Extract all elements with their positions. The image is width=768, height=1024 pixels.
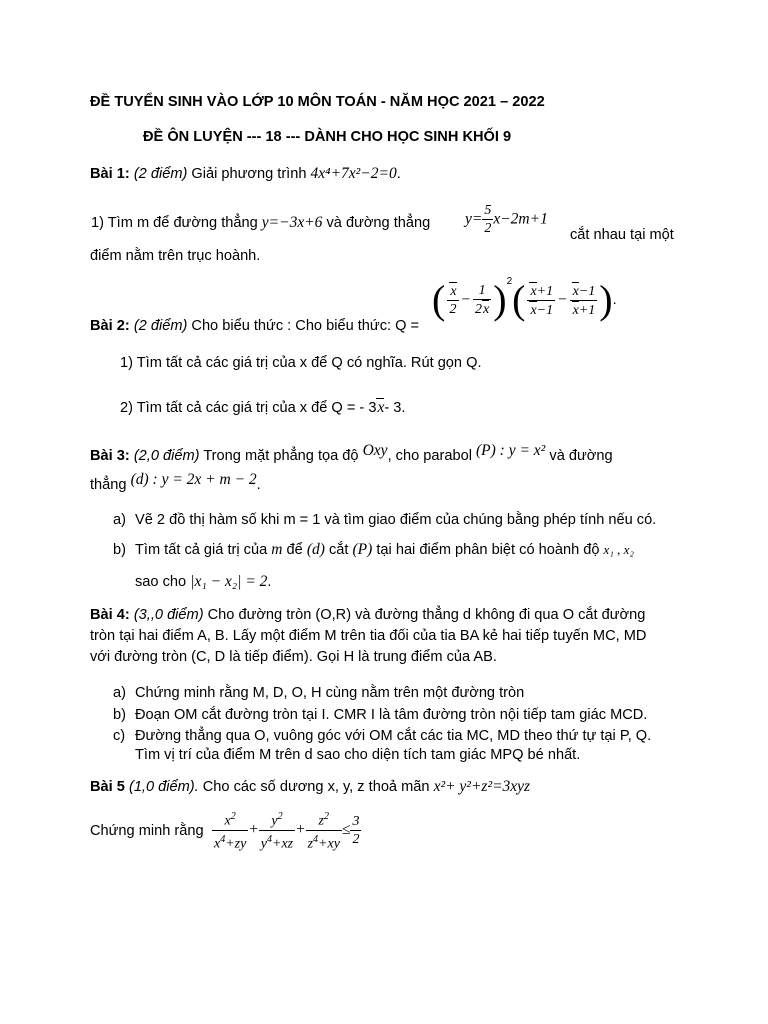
bai1-q1-text-a: 1) Tìm m để đường thẳng <box>91 215 258 231</box>
bai3-b-text-c: cắt <box>328 542 349 558</box>
bai1-line: Bài 1: (2 điểm) Giải phương trình 4x⁴+7x²−2=0. <box>90 165 401 182</box>
bai3-line-d: (d) : y = 2x + m − 2 <box>130 471 257 488</box>
eq-rest: x−2m+1 <box>493 210 548 228</box>
bai3-b-cond: |x₁ − x₂| = 2 <box>190 573 268 590</box>
title-line-2: ĐỀ ÔN LUYỆN --- 18 --- DÀNH CHO HỌC SINH KHỐI 9 <box>143 129 512 145</box>
bai5-label: Bài 5 <box>90 779 125 795</box>
bai3-line2: thẳng (d) : y = 2x + m − 2. <box>90 471 261 493</box>
bai3-text-b: , cho parabol <box>387 448 472 464</box>
bai4-label: Bài 4: <box>90 607 130 623</box>
bai1-q1-text-c: cắt nhau tại một <box>570 227 674 243</box>
frac-den: 2 <box>484 221 492 236</box>
bai3-b-m: m <box>271 541 283 558</box>
bai5-inequality: $\frac{x^2}{x^4+zy}$ + $\frac{y^2}{y^4+xz}$ + $\frac{z^2}{z^4+xy}$ ≤ $\frac{3}{2}$ <box>212 808 361 852</box>
bai5-text: Cho các số dương x, y, z thoả mãn <box>202 779 430 795</box>
bai2-q2-text-a: 2) Tìm tất cả các giá trị của x để Q = - 3 <box>120 400 377 416</box>
bai4-line2: tròn tại hai điểm A, B. Lấy một điểm M trên tia đối của tia BA kẻ hai tiếp tuyến MC, MD <box>90 628 647 644</box>
bai1-q1-line1-eq: y=−3x+6 <box>261 214 323 231</box>
bai1-q1-text-d: điểm nằm trên trục hoành. <box>90 248 261 264</box>
bai1-q1-text-b: và đường thẳng <box>326 215 431 231</box>
bai1-equation: 4x⁴+7x²−2=0 <box>310 165 397 182</box>
bai3-a-marker: a) <box>113 512 126 528</box>
bai3-text-d: thẳng <box>90 477 127 493</box>
bai3-b-text-d: tại hai điểm phân biệt có hoành độ <box>376 542 600 558</box>
bai3-parabol: (P) : y = x² <box>476 442 546 459</box>
bai4-a-text: Chứng minh rằng M, D, O, H cùng nằm trên một đường tròn <box>135 685 525 701</box>
bai5-prove-line <box>90 822 204 840</box>
bai2-q2-text-b: - 3. <box>384 400 406 416</box>
bai3-b-x: x₁ , x₂ <box>603 542 634 557</box>
bai4-a-marker: a) <box>113 685 126 701</box>
bai3-line <box>90 442 613 465</box>
title-line-1: ĐỀ TUYỂN SINH VÀO LỚP 10 MÔN TOÁN - NĂM HỌC 2021 – 2022 <box>90 94 545 110</box>
bai5-points: (1,0 điểm). <box>128 779 199 795</box>
fraction-5-2 <box>482 202 493 237</box>
bai4-line3: với đường tròn (C, D là tiếp điểm). Gọi H là trung điểm của AB. <box>90 649 497 665</box>
bai3-b-text-b: để <box>286 542 303 558</box>
bai2-line <box>90 317 419 335</box>
bai1-text: Giải phương trình <box>191 166 307 182</box>
bai2-label: Bài 2: <box>90 318 130 334</box>
bai4-points: (3,,0 điểm) <box>133 607 204 623</box>
bai4-c-text-2: Tìm vị trí của điểm M trên d sao cho diện tích tam giác MPQ bé nhất. <box>135 747 581 763</box>
bai5-prove-text: Chứng minh rằng <box>90 823 204 839</box>
bai1-q1-line <box>91 214 430 232</box>
bai2-q2 <box>120 398 405 417</box>
bai3-item-b <box>113 541 634 559</box>
bai3-oxy: Oxy <box>362 442 388 459</box>
bai4-c-marker: c) <box>113 728 126 744</box>
bai3-text-a: Trong mặt phẳng tọa độ <box>203 448 359 464</box>
bai3-b-p: (P) <box>352 541 373 558</box>
bai3-b-marker: b) <box>113 542 126 558</box>
bai3-points: (2,0 điểm) <box>133 448 200 464</box>
bai3-b-text-a: Tìm tất cả giá trị của <box>135 542 268 558</box>
bai3-b-text-e: sao cho <box>135 574 187 590</box>
bai2-points: (2 điểm) <box>133 318 188 334</box>
bai4-item-b <box>113 706 647 724</box>
bai3-a-text: Vẽ 2 đồ thị hàm số khi m = 1 và tìm giao điểm của chúng bằng phép tính nếu có. <box>135 512 657 528</box>
bai4-line1 <box>90 606 645 624</box>
bai1-q1-line2-eq <box>465 202 548 237</box>
bai4-c-text-1: Đường thẳng qua O, vuông góc với OM cắt các tia MC, MD theo thứ tự tại P, Q. <box>135 728 652 744</box>
bai2-q1: 1) Tìm tất cả các giá trị của x để Q có nghĩa. Rút gọn Q. <box>120 355 482 371</box>
bai4-item-a <box>113 684 524 702</box>
bai5-cond: x²+ y²+z²=3xyz <box>433 778 531 795</box>
bai4-b-text: Đoạn OM cắt đường tròn tại I. CMR I là tâm đường tròn nội tiếp tam giác MCD. <box>135 707 648 723</box>
bai1-label: Bài 1: <box>90 166 130 182</box>
bai3-text-c: và đường <box>549 448 613 464</box>
bai2-text: Cho biểu thức : Cho biểu thức: Q = <box>191 318 420 334</box>
bai2-q-expression: ( $\frac{x}{2}$ − $\frac{1}{2x}$ )$^2$( $\frac{x+1}{x-1}$ − $\frac{x-1}{x+1}$ ). <box>432 276 617 322</box>
bai1-points: (2 điểm) <box>133 166 188 182</box>
bai4-text-1: Cho đường tròn (O,R) và đường thẳng d không đi qua O cắt đường <box>207 607 646 623</box>
eq-y-equals: y= <box>465 210 483 228</box>
bai4-b-marker: b) <box>113 707 126 723</box>
bai3-label: Bài 3: <box>90 448 130 464</box>
frac-num: 5 <box>484 203 492 218</box>
bai3-b-d: (d) <box>306 541 325 558</box>
sqrt-x: x <box>377 399 385 416</box>
bai4-item-c <box>113 727 651 745</box>
bai3-item-b-cont: sao cho |x₁ − x₂| = 2. <box>135 573 272 590</box>
bai3-item-a <box>113 511 656 529</box>
bai5-line <box>90 778 530 796</box>
